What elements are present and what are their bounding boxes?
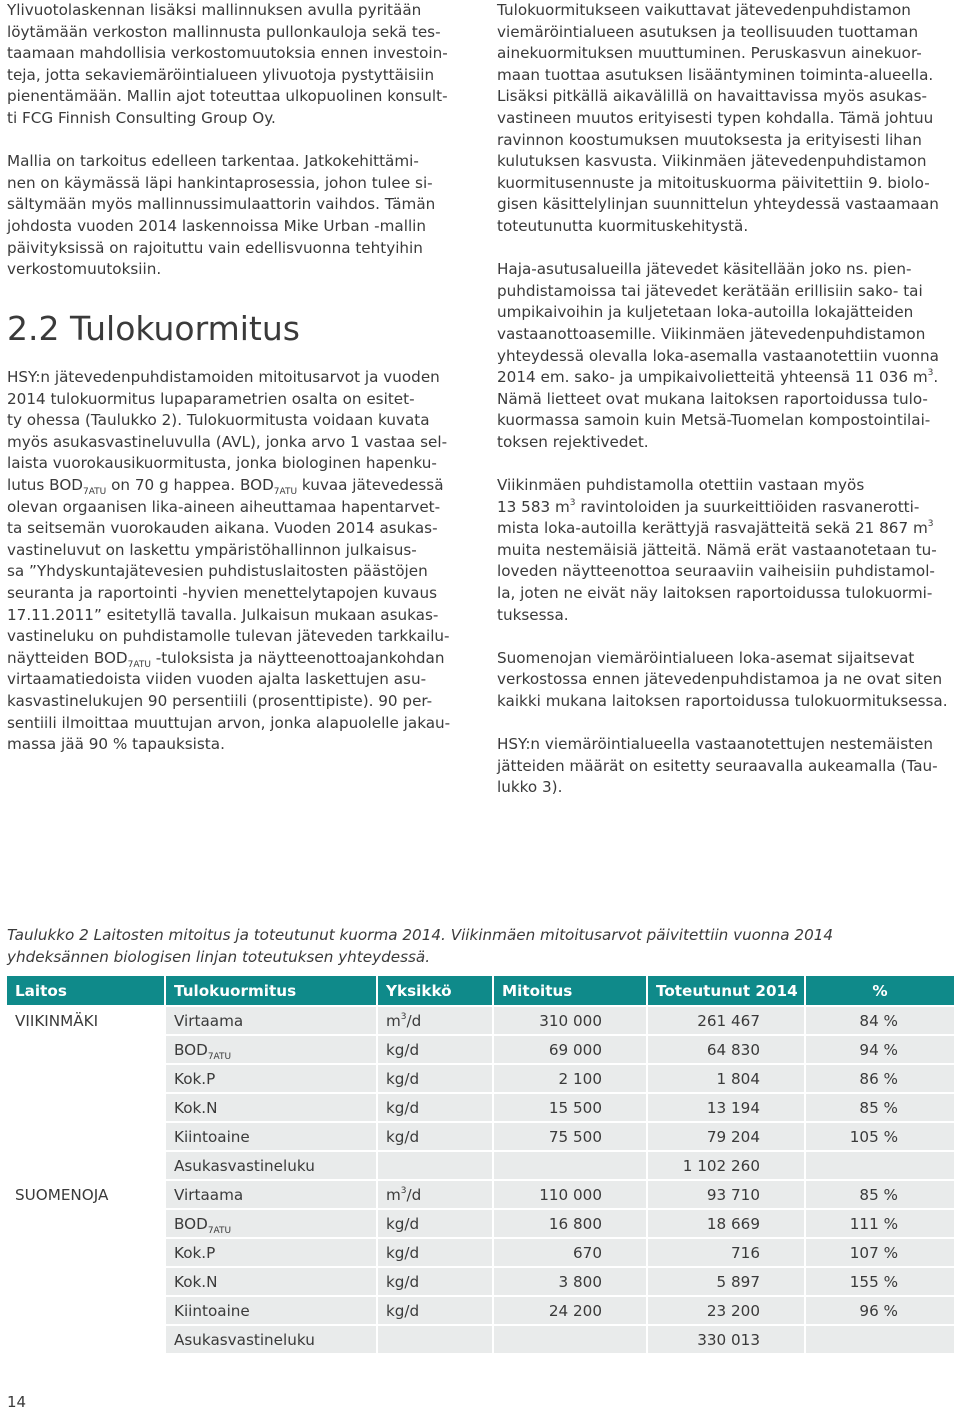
- text-line: loveden näytteenottoa seuraaviin vaiheisiin puhdistamol-: [497, 562, 935, 581]
- cell-site: [7, 1093, 165, 1122]
- text-line: [497, 518, 957, 540]
- text-line: sentiili ilmoittaa muuttujan arvon, jonka alapuolelle jakau-: [7, 713, 451, 732]
- cell-parameter: [165, 1064, 377, 1093]
- unit-text: m: [386, 1011, 401, 1030]
- text-line: verkostomuutoksiin.: [7, 260, 162, 279]
- text-fragment: on 70 g happea. BOD: [106, 475, 274, 494]
- text-line: toksen rejektivedet.: [497, 432, 649, 451]
- text-line: seuranta ja raportointi -hyvien menettelytapojen kuvaus: [7, 583, 437, 602]
- text-line: kaikki mukana laitoksen raportoidussa tulokuormituksessa.: [497, 692, 948, 710]
- text-line: kuormassa samoin kuin Metsä-Tuomelan kompostointilai-: [497, 411, 931, 430]
- cell-design: [493, 1238, 647, 1267]
- actual-value: 93 710: [706, 1185, 760, 1204]
- table-row: [7, 1180, 954, 1209]
- cell-parameter: [165, 1238, 377, 1267]
- text-fragment: lutus BOD: [7, 475, 83, 494]
- percent-value: 155 %: [849, 1272, 898, 1291]
- cell-actual: [647, 1238, 805, 1267]
- subscript: 7ATU: [127, 659, 151, 670]
- cell-parameter: [165, 1006, 377, 1035]
- superscript: 3: [927, 519, 934, 530]
- cell-percent: [805, 1238, 954, 1267]
- actual-value: 330 013: [697, 1330, 760, 1349]
- cell-percent: [805, 1093, 954, 1122]
- actual-value: 1 804: [716, 1069, 760, 1088]
- percent-value: 85 %: [859, 1185, 898, 1204]
- text-line: myös asukasvastineluvulla (AVL), jonka arvo 1 vastaa sel-: [7, 432, 448, 451]
- cell-unit: [377, 1064, 493, 1093]
- cell-unit: [377, 1093, 493, 1122]
- paragraph-grease-waste: [497, 475, 957, 626]
- cell-site: [7, 1006, 165, 1035]
- superscript: 3: [400, 1185, 407, 1196]
- parameter-name: BOD: [174, 1214, 208, 1233]
- text-fragment: 13 583 m: [497, 497, 570, 516]
- cell-site: [7, 1267, 165, 1296]
- text-fragment: näytteiden BOD: [7, 648, 128, 667]
- design-value: 3 800: [558, 1272, 602, 1291]
- text-line: sältymään myös mallinnussimulaattorin vaihdos. Tämän: [7, 195, 436, 214]
- text-line: 17.11.2011” esitetyllä tavalla. Julkaisun mukaan asukas-: [7, 605, 439, 624]
- parameter-name: BOD: [174, 1040, 208, 1059]
- superscript: 3: [400, 1011, 407, 1022]
- paragraph-model-intro: [7, 0, 467, 130]
- subscript: 7ATU: [207, 1051, 232, 1062]
- cell-design: [493, 1093, 647, 1122]
- text-line-bod: [7, 648, 467, 670]
- cell-parameter: [165, 1180, 377, 1209]
- cell-percent: [805, 1267, 954, 1296]
- text-line: ta seitsemän vuorokauden aikana. Vuoden 2014 asukas-: [7, 519, 438, 538]
- design-value: 75 500: [548, 1127, 602, 1146]
- cell-unit: [377, 1035, 493, 1064]
- cell-percent: [805, 1006, 954, 1035]
- text-line: päivityksissä on rajoituttu vain edellisvuonna tehtyihin: [7, 238, 423, 257]
- text-line: pienentämään. Mallin ajot toteuttaa ulkopuolinen konsult-: [7, 87, 448, 106]
- text-line: ti FCG Finnish Consulting Group Oy.: [7, 108, 276, 127]
- actual-value: 1 102 260: [682, 1156, 760, 1175]
- paragraph-tulokuormitus: [7, 367, 467, 756]
- text-line: olevan orgaanisen lika-aineen aiheuttamaa hapentarvet-: [7, 497, 441, 516]
- percent-value: 85 %: [859, 1098, 898, 1117]
- cell-site: [7, 1122, 165, 1151]
- cell-site: [7, 1064, 165, 1093]
- text-line: Tulokuormitukseen vaikuttavat jätevedenpuhdistamon: [497, 1, 911, 19]
- caption-line: Taulukko 2 Laitosten mitoitus ja toteutunut kuorma 2014. Viikinmäen mitoitusarvot päivitettiin vuonna 2014: [7, 926, 834, 944]
- cell-site: [7, 1151, 165, 1180]
- cell-actual: [647, 1180, 805, 1209]
- cell-actual: [647, 1325, 805, 1353]
- table-row: [7, 1064, 954, 1093]
- text-line: 2014 tulokuormitus lupaparametrien osalta on esitet-: [7, 389, 415, 408]
- text-line: HSY:n viemäröintialueella vastaanotettujen nestemäisten: [497, 735, 934, 754]
- percent-value: 107 %: [849, 1243, 898, 1262]
- cell-site: [7, 1180, 165, 1209]
- table-row: [7, 1209, 954, 1238]
- text-line: muita nestemäisiä jätteitä. Nämä erät vastaanotetaan tu-: [497, 540, 937, 559]
- cell-percent: [805, 1064, 954, 1093]
- cell-site: [7, 1209, 165, 1238]
- table-header: [7, 976, 954, 1006]
- text-line: Nämä lietteet ovat mukana laitoksen raportoidussa tulo-: [497, 389, 928, 408]
- cell-unit: [377, 1325, 493, 1353]
- cell-unit: [377, 1238, 493, 1267]
- unit-text: kg/d: [386, 1069, 420, 1088]
- cell-design: [493, 1180, 647, 1209]
- actual-value: 18 669: [706, 1214, 760, 1233]
- text-line: laista vuorokausikuormitusta, jonka biologinen hapenku-: [7, 454, 437, 473]
- text-line: HSY:n jätevedenpuhdistamoiden mitoitusarvot ja vuoden: [7, 368, 440, 386]
- cell-unit: [377, 1006, 493, 1035]
- design-value: 15 500: [548, 1098, 602, 1117]
- text-line: toteutunutta kuormituskehitystä.: [497, 216, 749, 235]
- site-name: VIIKINMÄKI: [15, 1011, 99, 1030]
- percent-value: 86 %: [859, 1069, 898, 1088]
- cell-design: [493, 1122, 647, 1151]
- parameter-name: Asukasvastineluku: [174, 1330, 315, 1349]
- parameter-name: Kok.N: [174, 1272, 218, 1291]
- text-fragment: .: [933, 368, 939, 387]
- parameter-name: Kok.N: [174, 1098, 218, 1117]
- superscript: 3: [569, 497, 576, 508]
- cell-actual: [647, 1064, 805, 1093]
- cell-parameter: [165, 1122, 377, 1151]
- cell-parameter: [165, 1325, 377, 1353]
- text-line: yhteydessä olevalla loka-asemalla vastaanotettiin vuonna: [497, 346, 939, 365]
- column-header-laitos: Laitos: [7, 976, 165, 1006]
- actual-value: 64 830: [706, 1040, 760, 1059]
- table-body: [7, 1006, 954, 1353]
- table-row: [7, 1035, 954, 1064]
- site-name: SUOMENOJA: [15, 1185, 109, 1204]
- cell-parameter: [165, 1209, 377, 1238]
- column-header-yksikko: Yksikkö: [377, 976, 493, 1006]
- cell-parameter: [165, 1151, 377, 1180]
- cell-site: [7, 1035, 165, 1064]
- text-line: vastineluku on puhdistamolle tulevan jäteveden tarkkailu-: [7, 627, 450, 646]
- column-header-percent: %: [805, 976, 954, 1006]
- text-line: kuormitusennuste ja mitoituskuorma päivitettiin 9. biolo-: [497, 173, 930, 192]
- unit-text: kg/d: [386, 1127, 420, 1146]
- text-line: lukko 3).: [497, 778, 563, 797]
- actual-value: 5 897: [716, 1272, 760, 1291]
- percent-value: 84 %: [859, 1011, 898, 1030]
- text-line: la, joten ne eivät näy laitoksen raportoidussa tulokuormi-: [497, 584, 933, 603]
- cell-site: [7, 1296, 165, 1325]
- cell-parameter: [165, 1296, 377, 1325]
- text-line: Haja-asutusalueilla jätevedet käsitellään joko ns. pien-: [497, 260, 912, 279]
- text-line: [497, 497, 957, 519]
- text-fragment: 2014 em. sako- ja umpikaivolietteitä yhteensä 11 036 m: [497, 368, 928, 387]
- text-line: johdosta vuoden 2014 laskennoissa Mike Urban -mallin: [7, 216, 427, 235]
- text-line: Lisäksi pitkällä aikavälillä on havaittavissa myös asukas-: [497, 87, 928, 106]
- table-row: [7, 1325, 954, 1353]
- text-line: viemäröintialueen asutuksen ja teollisuuden tuottaman: [497, 22, 919, 41]
- text-line: ravinnon koostumuksen muutoksesta ja erityisesti lihan: [497, 130, 922, 149]
- design-value: 16 800: [548, 1214, 602, 1233]
- paragraph-table-reference: [497, 734, 957, 799]
- text-line: puhdistamoissa tai jätevedet kerätään erillisiin sako- tai: [497, 281, 923, 300]
- text-line: kasvastinelukujen 90 persentiili (prosenttipiste). 90 per-: [7, 691, 433, 710]
- cell-percent: [805, 1325, 954, 1353]
- percent-value: 105 %: [849, 1127, 898, 1146]
- cell-parameter: [165, 1267, 377, 1296]
- cell-design: [493, 1035, 647, 1064]
- unit-text: kg/d: [386, 1243, 420, 1262]
- text-line: vastineen muutos erityisesti typen kohdalla. Tämä johtuu: [497, 108, 934, 127]
- subscript: 7ATU: [82, 486, 107, 497]
- cell-actual: [647, 1093, 805, 1122]
- superscript: 3: [927, 368, 934, 379]
- text-fragment: -tuloksista ja näytteenottoajankohdan: [150, 648, 445, 667]
- cell-percent: [805, 1296, 954, 1325]
- design-value: 24 200: [548, 1301, 602, 1320]
- actual-value: 79 204: [706, 1127, 760, 1146]
- cell-actual: [647, 1209, 805, 1238]
- text-line: teja, jotta sekaviemäröintialueen ylivuotoja pystyttäisiin: [7, 65, 435, 84]
- text-line: Viikinmäen puhdistamolla otettiin vastaan myös: [497, 476, 865, 495]
- text-line-bod: [7, 475, 467, 497]
- cell-design: [493, 1006, 647, 1035]
- section-heading: 2.2 Tulokuormitus: [7, 309, 300, 348]
- cell-unit: [377, 1151, 493, 1180]
- cell-unit: [377, 1122, 493, 1151]
- text-line: löytämään verkoston mallinnusta pullonkauloja sekä tes-: [7, 22, 441, 41]
- subscript: 7ATU: [273, 486, 298, 497]
- actual-value: 261 467: [697, 1011, 760, 1030]
- table-row: [7, 1296, 954, 1325]
- caption-line: yhdeksännen biologisen linjan toteutuksen yhteydessä.: [7, 948, 431, 966]
- cell-design: [493, 1296, 647, 1325]
- paragraph-sparse-areas: [497, 259, 957, 453]
- design-value: 69 000: [548, 1040, 602, 1059]
- cell-design: [493, 1151, 647, 1180]
- text-line: virtaamatiedoista viiden vuoden ajalta laskettujen asu-: [7, 670, 427, 689]
- unit-text: /d: [406, 1185, 422, 1204]
- text-line: umpikaivoihin ja kuljetetaan loka-autoilla lokajätteiden: [497, 303, 914, 322]
- text-line: vastaanottoasemille. Viikinmäen jätevedenpuhdistamon: [497, 324, 926, 343]
- load-table: [7, 976, 954, 1353]
- percent-value: 111 %: [849, 1214, 898, 1233]
- cell-site: [7, 1238, 165, 1267]
- text-line: nen on käymässä läpi hankintaprosessia, johon tulee si-: [7, 173, 433, 192]
- text-line: ty ohessa (Taulukko 2). Tulokuormitusta voidaan kuvata: [7, 411, 430, 430]
- parameter-name: Virtaama: [174, 1185, 244, 1204]
- cell-unit: [377, 1209, 493, 1238]
- parameter-name: Asukasvastineluku: [174, 1156, 315, 1175]
- unit-text: m: [386, 1185, 401, 1204]
- unit-text: kg/d: [386, 1040, 420, 1059]
- cell-design: [493, 1064, 647, 1093]
- table-row: [7, 1151, 954, 1180]
- parameter-name: Kok.P: [174, 1069, 216, 1088]
- unit-text: kg/d: [386, 1098, 420, 1117]
- cell-actual: [647, 1006, 805, 1035]
- cell-parameter: [165, 1093, 377, 1122]
- text-line: gisen käsittelylinjan suunnittelun yhteydessä vastaamaan: [497, 195, 939, 214]
- cell-unit: [377, 1296, 493, 1325]
- text-line: Ylivuotolaskennan lisäksi mallinnuksen avulla pyritään: [7, 1, 422, 19]
- cell-percent: [805, 1122, 954, 1151]
- column-header-tulokuormitus: Tulokuormitus: [165, 976, 377, 1006]
- table-row: [7, 1093, 954, 1122]
- text-line: tuksessa.: [497, 605, 569, 624]
- table-row: [7, 1006, 954, 1035]
- cell-design: [493, 1325, 647, 1353]
- column-header-mitoitus: Mitoitus: [493, 976, 647, 1006]
- parameter-name: Kiintoaine: [174, 1301, 250, 1320]
- unit-text: kg/d: [386, 1301, 420, 1320]
- cell-actual: [647, 1296, 805, 1325]
- table-row: [7, 1238, 954, 1267]
- text-line: maan tuottaa asutuksen lisääntyminen toiminta-alueella.: [497, 65, 934, 84]
- cell-site: [7, 1325, 165, 1353]
- parameter-name: Kiintoaine: [174, 1127, 250, 1146]
- design-value: 310 000: [539, 1011, 602, 1030]
- text-line: kulutuksen kasvusta. Viikinmäen jätevedenpuhdistamon: [497, 152, 927, 171]
- cell-unit: [377, 1180, 493, 1209]
- text-line: massa jää 90 % tapauksista.: [7, 735, 225, 754]
- cell-percent: [805, 1035, 954, 1064]
- column-header-toteutunut: Toteutunut 2014: [647, 976, 805, 1006]
- cell-design: [493, 1209, 647, 1238]
- unit-text: kg/d: [386, 1272, 420, 1291]
- parameter-name: Virtaama: [174, 1011, 244, 1030]
- right-text-column: [497, 0, 957, 799]
- design-value: 110 000: [539, 1185, 602, 1204]
- design-value: 670: [573, 1243, 602, 1262]
- text-line: verkostossa ennen jätevedenpuhdistamoa ja ne ovat siten: [497, 670, 943, 689]
- parameter-name: Kok.P: [174, 1243, 216, 1262]
- paragraph-suomenoja: [497, 648, 957, 713]
- cell-percent: [805, 1180, 954, 1209]
- cell-actual: [647, 1122, 805, 1151]
- page-number: 14: [7, 1393, 27, 1411]
- cell-unit: [377, 1267, 493, 1296]
- text-line: sa ”Yhdyskuntajätevesien puhdistuslaitosten päästöjen: [7, 562, 428, 581]
- text-line: ainekuormituksen muuttuminen. Peruskasvun ainekuor-: [497, 44, 922, 63]
- left-text-column: [7, 0, 467, 281]
- unit-text: kg/d: [386, 1214, 420, 1233]
- cell-actual: [647, 1035, 805, 1064]
- paragraph-load-factors: [497, 0, 957, 238]
- actual-value: 13 194: [706, 1098, 760, 1117]
- text-line: vastineluvut on laskettu ympäristöhallinnon julkaisus-: [7, 540, 417, 559]
- text-line: Mallia on tarkoitus edelleen tarkentaa. Jatkokehittämi-: [7, 152, 419, 171]
- text-fragment: ravintoloiden ja suurkeittiöiden rasvanerotti-: [575, 497, 920, 516]
- percent-value: 94 %: [859, 1040, 898, 1059]
- table-caption: [7, 924, 833, 968]
- text-line: jätteiden määrät on esitetty seuraavalla aukeamalla (Tau-: [497, 756, 938, 775]
- text-line: Suomenojan viemäröintialueen loka-asemat sijaitsevat: [497, 648, 915, 667]
- unit-text: /d: [406, 1011, 422, 1030]
- actual-value: 23 200: [706, 1301, 760, 1320]
- text-line: taamaan mahdollisia verkostomuutoksia ennen investoin-: [7, 44, 448, 63]
- text-fragment: kuvaa jätevedessä: [297, 475, 444, 494]
- cell-percent: [805, 1209, 954, 1238]
- text-line: [497, 367, 957, 389]
- percent-value: 96 %: [859, 1301, 898, 1320]
- paragraph-model-development: [7, 151, 467, 281]
- cell-parameter: [165, 1035, 377, 1064]
- table-row: [7, 1122, 954, 1151]
- design-value: 2 100: [558, 1069, 602, 1088]
- actual-value: 716: [731, 1243, 760, 1262]
- text-fragment: mista loka-autoilla kerättyjä rasvajätteitä sekä 21 867 m: [497, 519, 928, 538]
- cell-percent: [805, 1151, 954, 1180]
- subscript: 7ATU: [207, 1225, 232, 1236]
- table-row: [7, 1267, 954, 1296]
- cell-actual: [647, 1151, 805, 1180]
- cell-actual: [647, 1267, 805, 1296]
- cell-design: [493, 1267, 647, 1296]
